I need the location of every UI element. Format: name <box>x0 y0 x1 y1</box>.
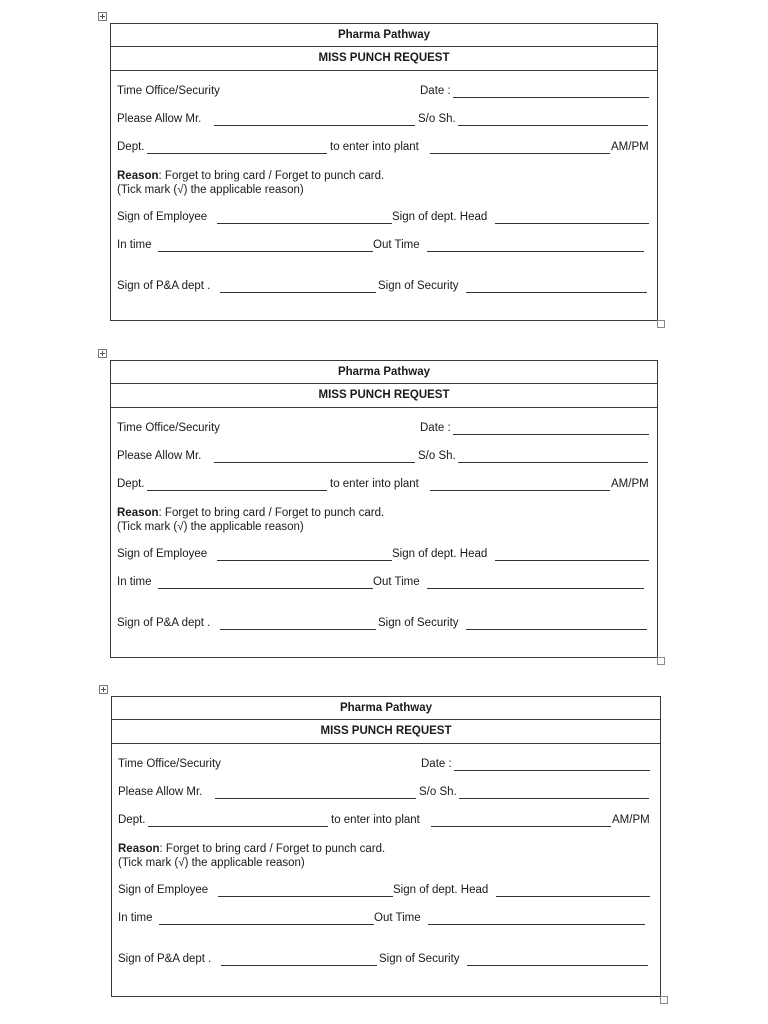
date-blank[interactable] <box>454 770 650 771</box>
row-pa-security <box>118 953 656 969</box>
father-name-blank[interactable] <box>458 462 648 463</box>
row-reason <box>117 169 653 199</box>
reason-label: Reason <box>117 170 159 182</box>
sign-pa-label: Sign of P&A dept . <box>118 953 212 965</box>
tick-mark-instruction: (Tick mark (√) the applicable reason) <box>117 184 304 196</box>
sign-employee-blank[interactable] <box>218 896 393 897</box>
row-dept <box>118 814 656 830</box>
dept-blank[interactable] <box>148 826 328 827</box>
date-label: Date : <box>421 758 452 770</box>
row-allow <box>117 450 653 466</box>
table-resize-handle-icon[interactable] <box>660 996 668 1004</box>
dept-blank[interactable] <box>147 153 327 154</box>
sign-employee-blank[interactable] <box>217 560 392 561</box>
tick-mark-instruction: (Tick mark (√) the applicable reason) <box>117 521 304 533</box>
enter-plant-label: to enter into plant <box>330 478 419 490</box>
out-time-blank[interactable] <box>427 588 644 589</box>
allow-label: Please Allow Mr. <box>117 113 202 125</box>
sign-dept-head-blank[interactable] <box>495 223 649 224</box>
sign-dept-head-label: Sign of dept. Head <box>392 211 488 223</box>
row-reason <box>118 842 656 872</box>
row-allow <box>118 786 656 802</box>
slip-body <box>112 744 660 995</box>
enter-plant-label: to enter into plant <box>330 141 419 153</box>
ampm-label: AM/PM <box>611 478 649 490</box>
in-time-blank[interactable] <box>159 924 374 925</box>
date-blank[interactable] <box>453 97 649 98</box>
reason-line <box>117 506 653 520</box>
employee-name-blank[interactable] <box>214 125 415 126</box>
row-office-date <box>118 758 656 774</box>
in-time-blank[interactable] <box>158 588 373 589</box>
in-time-label: In time <box>117 576 152 588</box>
sign-dept-head-blank[interactable] <box>496 896 650 897</box>
time-office-label: Time Office/Security <box>117 85 220 97</box>
form-title: MISS PUNCH REQUEST <box>112 720 660 744</box>
sign-pa-blank[interactable] <box>220 292 376 293</box>
company-name: Pharma Pathway <box>111 24 657 47</box>
allow-label: Please Allow Mr. <box>118 786 203 798</box>
miss-punch-slip <box>110 360 658 658</box>
reason-label: Reason <box>117 507 159 519</box>
row-times <box>118 912 656 928</box>
table-resize-handle-icon[interactable] <box>657 320 665 328</box>
in-time-blank[interactable] <box>158 251 373 252</box>
employee-name-blank[interactable] <box>215 798 416 799</box>
sign-pa-blank[interactable] <box>221 965 377 966</box>
table-resize-handle-icon[interactable] <box>657 657 665 665</box>
row-signs <box>117 548 653 564</box>
out-time-label: Out Time <box>374 912 421 924</box>
sign-dept-head-label: Sign of dept. Head <box>392 548 488 560</box>
sign-security-blank[interactable] <box>466 292 647 293</box>
company-name: Pharma Pathway <box>111 361 657 384</box>
slip-body <box>111 71 657 322</box>
plant-time-blank[interactable] <box>431 826 611 827</box>
row-pa-security <box>117 617 653 633</box>
reason-label: Reason <box>118 843 160 855</box>
sign-employee-label: Sign of Employee <box>117 548 208 560</box>
plant-time-blank[interactable] <box>430 153 610 154</box>
date-blank[interactable] <box>453 434 649 435</box>
miss-punch-slip <box>111 696 661 997</box>
dept-label: Dept. <box>117 141 145 153</box>
sign-security-blank[interactable] <box>467 965 648 966</box>
row-pa-security <box>117 280 653 296</box>
sign-security-label: Sign of Security <box>378 617 459 629</box>
row-dept <box>117 478 653 494</box>
in-time-label: In time <box>117 239 152 251</box>
reason-line <box>117 169 653 183</box>
sign-employee-label: Sign of Employee <box>117 211 208 223</box>
miss-punch-slip <box>110 23 658 321</box>
ampm-label: AM/PM <box>611 141 649 153</box>
time-office-label: Time Office/Security <box>118 758 221 770</box>
allow-label: Please Allow Mr. <box>117 450 202 462</box>
date-label: Date : <box>420 422 451 434</box>
sign-dept-head-label: Sign of dept. Head <box>393 884 489 896</box>
sign-employee-label: Sign of Employee <box>118 884 209 896</box>
sign-employee-blank[interactable] <box>217 223 392 224</box>
sign-pa-label: Sign of P&A dept . <box>117 617 211 629</box>
dept-label: Dept. <box>118 814 146 826</box>
time-office-label: Time Office/Security <box>117 422 220 434</box>
form-title: MISS PUNCH REQUEST <box>111 384 657 408</box>
row-allow <box>117 113 653 129</box>
row-office-date <box>117 85 653 101</box>
table-move-handle-icon[interactable] <box>98 349 107 358</box>
tick-mark-instruction: (Tick mark (√) the applicable reason) <box>118 857 305 869</box>
sign-security-label: Sign of Security <box>379 953 460 965</box>
table-move-handle-icon[interactable] <box>98 12 107 21</box>
dept-label: Dept. <box>117 478 145 490</box>
row-office-date <box>117 422 653 438</box>
reason-text: : Forget to bring card / Forget to punch card. <box>159 843 386 855</box>
row-reason <box>117 506 653 536</box>
enter-plant-label: to enter into plant <box>331 814 420 826</box>
out-time-blank[interactable] <box>428 924 645 925</box>
sign-dept-head-blank[interactable] <box>495 560 649 561</box>
plant-time-blank[interactable] <box>430 490 610 491</box>
out-time-label: Out Time <box>373 239 420 251</box>
sign-pa-label: Sign of P&A dept . <box>117 280 211 292</box>
reason-text: : Forget to bring card / Forget to punch card. <box>158 170 385 182</box>
row-times <box>117 576 653 592</box>
form-title: MISS PUNCH REQUEST <box>111 47 657 71</box>
row-signs <box>117 211 653 227</box>
dept-blank[interactable] <box>147 490 327 491</box>
reason-text: : Forget to bring card / Forget to punch card. <box>158 507 385 519</box>
out-time-blank[interactable] <box>427 251 644 252</box>
row-dept <box>117 141 653 157</box>
sign-pa-blank[interactable] <box>220 629 376 630</box>
reason-line <box>118 842 656 856</box>
father-name-blank[interactable] <box>458 125 648 126</box>
company-name: Pharma Pathway <box>112 697 660 720</box>
in-time-label: In time <box>118 912 153 924</box>
slip-body <box>111 408 657 659</box>
out-time-label: Out Time <box>373 576 420 588</box>
row-signs <box>118 884 656 900</box>
so-label: S/o Sh. <box>418 450 456 462</box>
sign-security-blank[interactable] <box>466 629 647 630</box>
date-label: Date : <box>420 85 451 97</box>
row-times <box>117 239 653 255</box>
so-label: S/o Sh. <box>419 786 457 798</box>
sign-security-label: Sign of Security <box>378 280 459 292</box>
father-name-blank[interactable] <box>459 798 649 799</box>
table-move-handle-icon[interactable] <box>99 685 108 694</box>
employee-name-blank[interactable] <box>214 462 415 463</box>
ampm-label: AM/PM <box>612 814 650 826</box>
so-label: S/o Sh. <box>418 113 456 125</box>
